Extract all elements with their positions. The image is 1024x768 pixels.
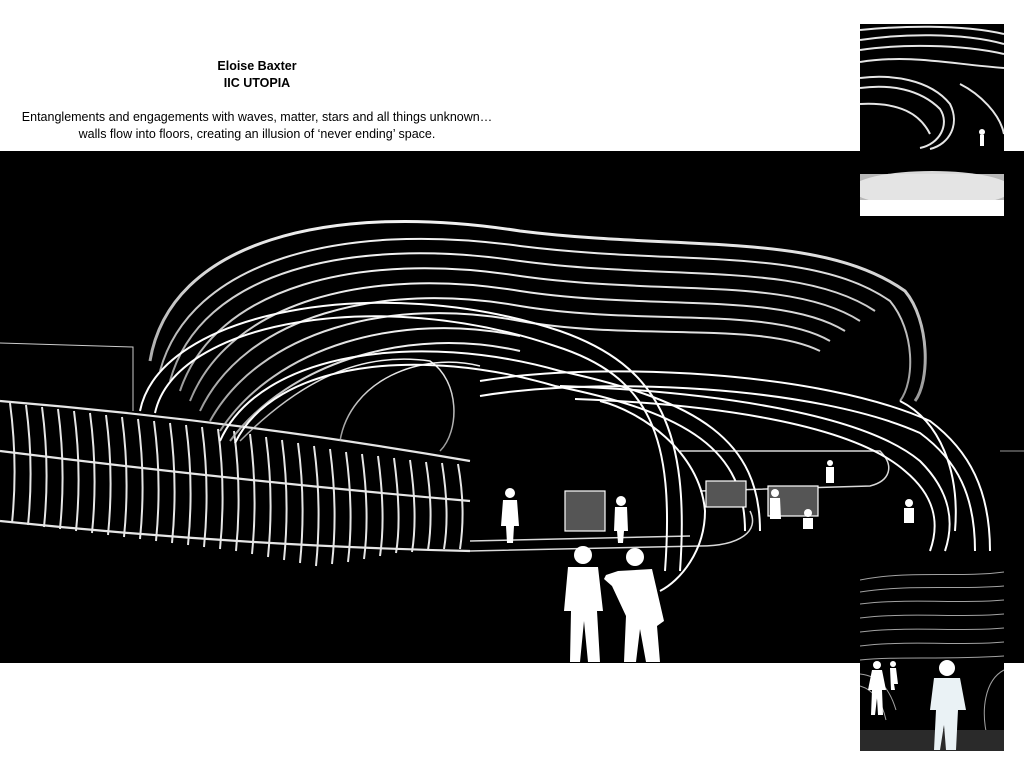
person-figure [501, 488, 519, 543]
person-figure [904, 499, 914, 523]
author-name: Eloise Baxter [217, 59, 297, 73]
person-figure [564, 546, 603, 662]
walkway [470, 451, 889, 551]
top-thumbnail-illustration [860, 24, 1004, 216]
person-figure [826, 460, 834, 483]
bottom-thumbnail-image [860, 560, 1004, 751]
person-figure [604, 548, 664, 662]
person-figure [614, 496, 628, 543]
top-thumbnail-image [860, 24, 1004, 216]
ribbon-canopy [150, 221, 925, 451]
project-title: IIC UTOPIA [223, 76, 291, 90]
project-description: Entanglements and engagements with waves, matter, stars and all things unknown…walls flow into floors, creating an illusion of ‘never ending’ space. [21, 110, 493, 141]
project-caption [10, 58, 504, 143]
person-figure [803, 509, 813, 529]
ribbed-tunnel [0, 401, 470, 566]
bottom-thumbnail-illustration [860, 560, 1004, 751]
